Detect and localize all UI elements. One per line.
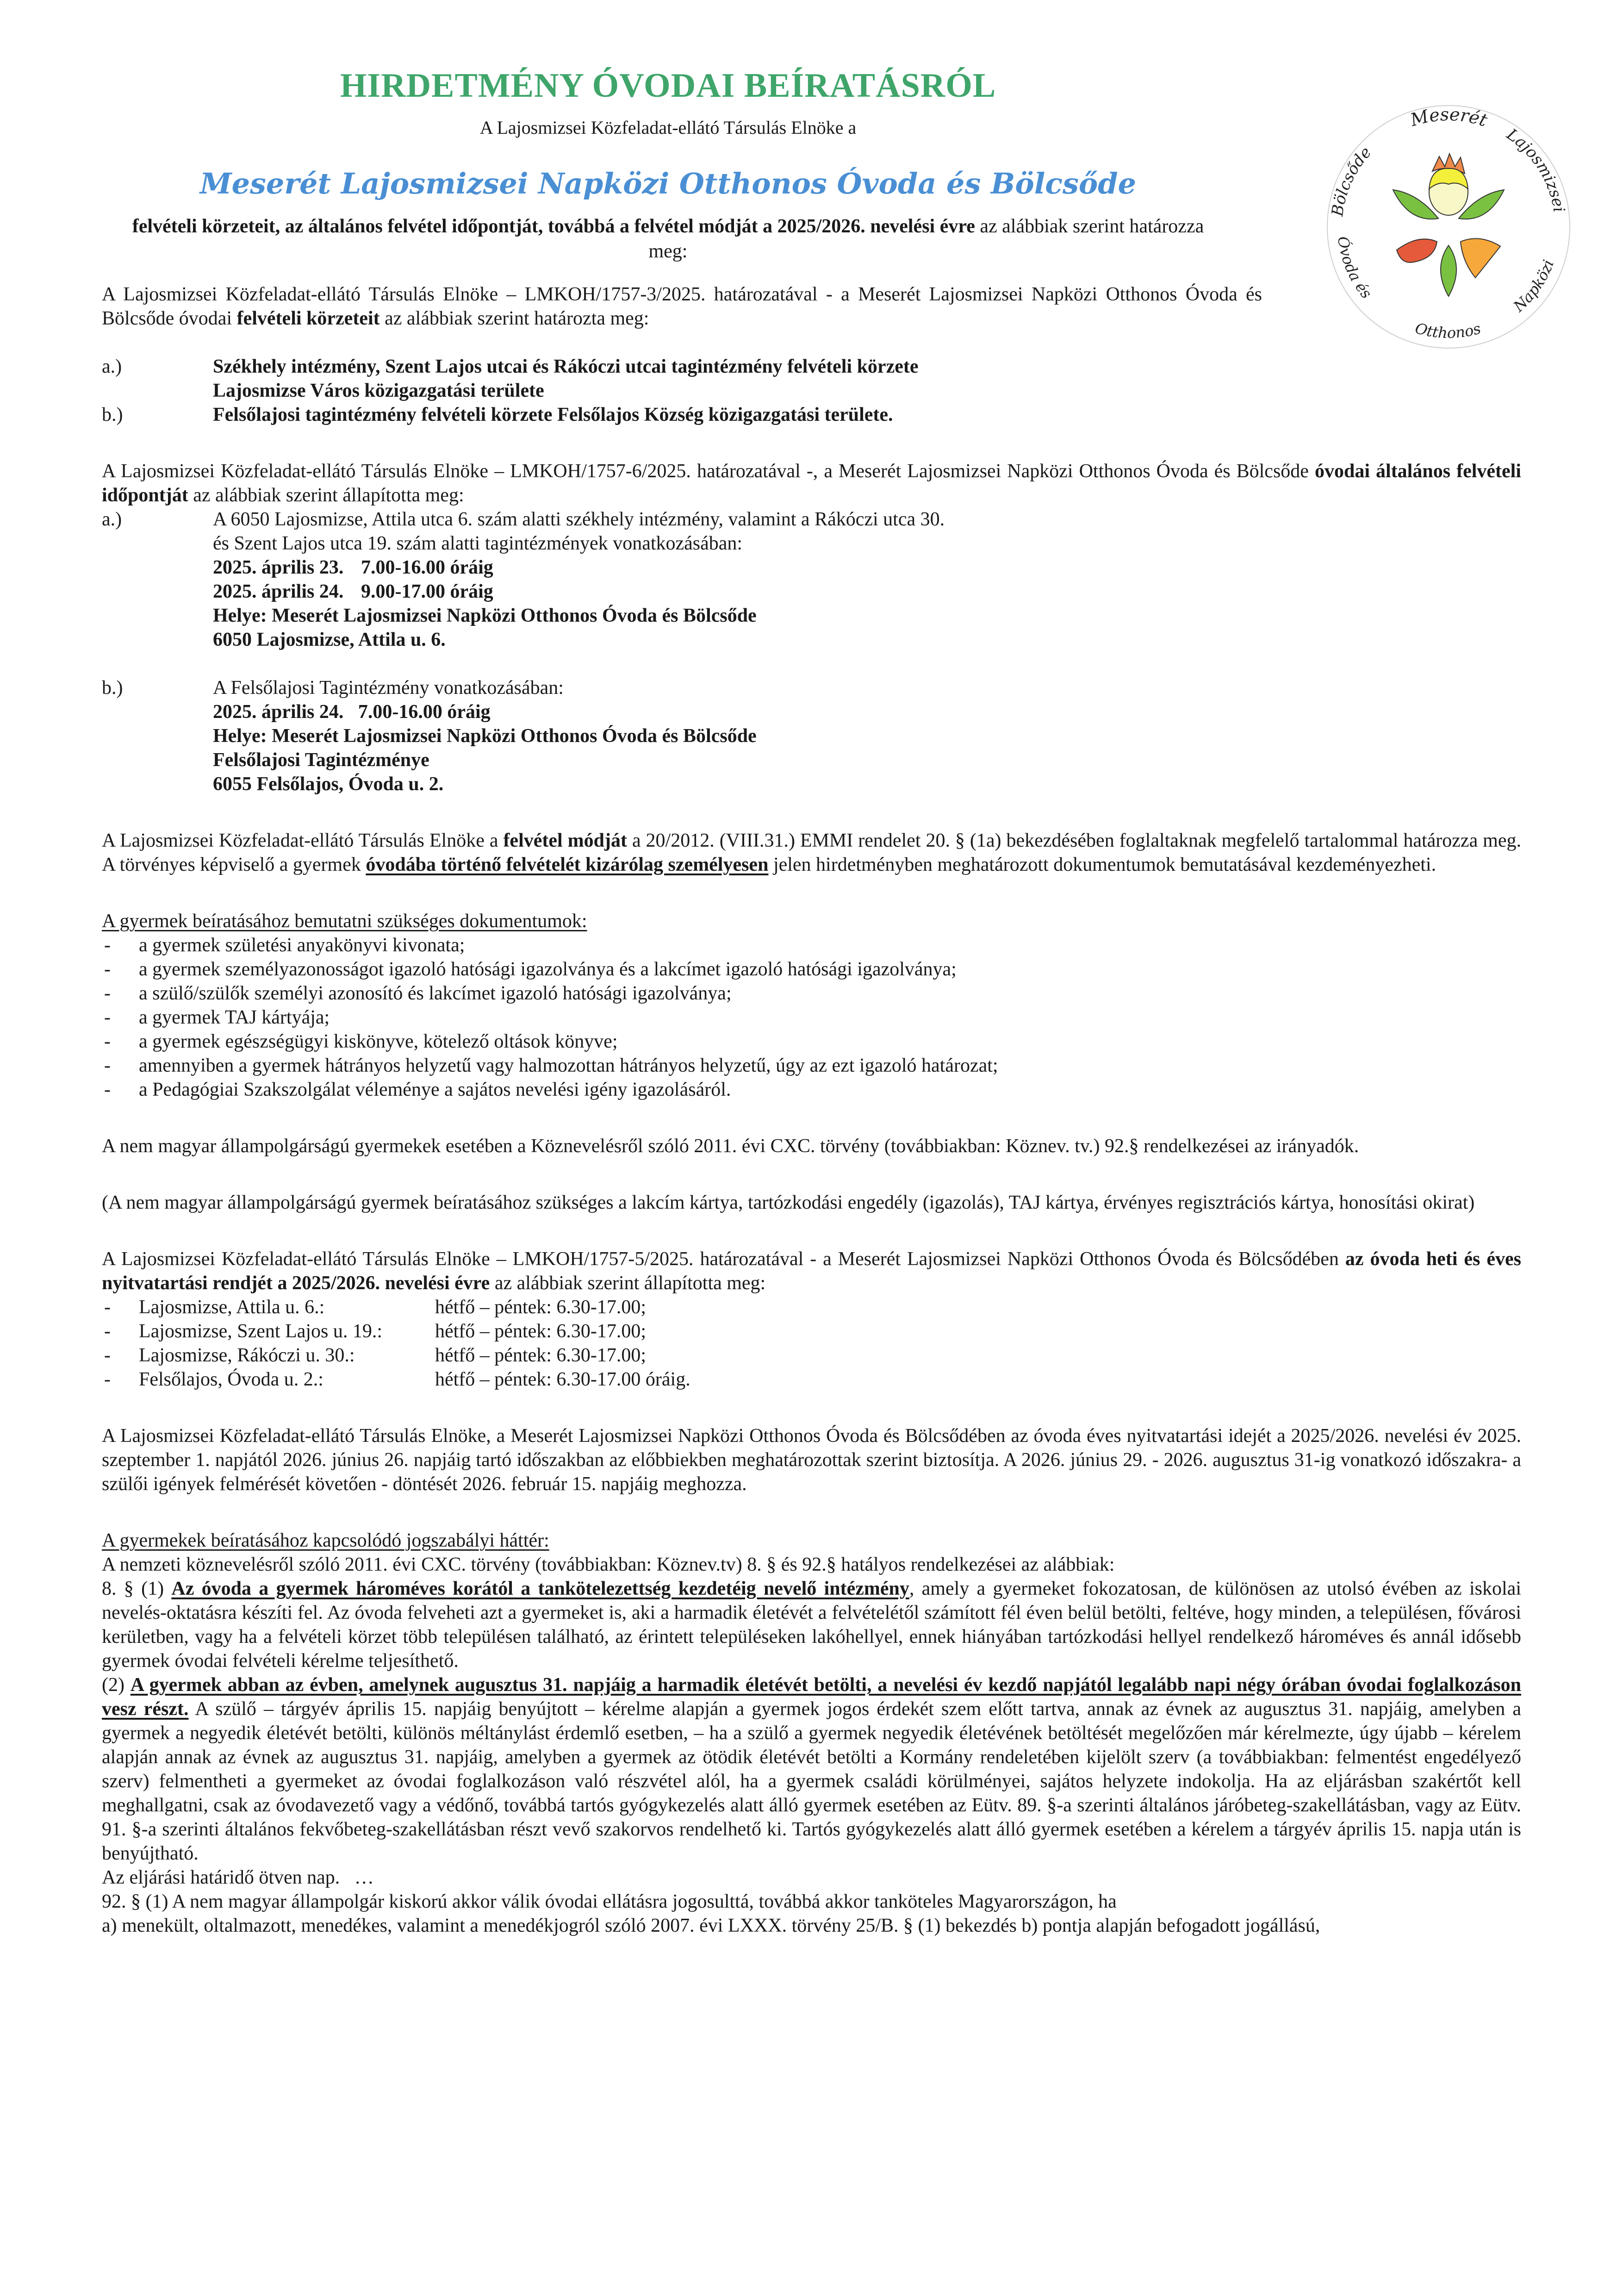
school-name: Meserét Lajosmizsei Napközi Otthonos Óvoda és Bölcsőde [199, 167, 1137, 200]
document-item [102, 1054, 1521, 1078]
intro-text [130, 214, 1206, 264]
hours-item [102, 1367, 1521, 1391]
legal-section-92: 92. § (1) A nem magyar állampolgár kiskorú akkor válik óvodai ellátásra jogosulttá, továbbá akkor tanköteles Magyarországon, ha [102, 1891, 1117, 1912]
list-dash-icon: - [104, 959, 111, 980]
dates-b-slot: 2025. április 24. 7.00-16.00 óráig [213, 701, 491, 723]
slot-time: 9.00-17.00 óráig [361, 581, 493, 602]
hours-item [102, 1319, 1521, 1343]
document-item-text: a gyermek születési anyakönyvi kivonata; [139, 935, 465, 956]
districts-intro-rest: az alábbiak szerint határozta meg: [379, 308, 649, 329]
dates-a-place-2: 6050 Lajosmizse, Attila u. 6. [213, 629, 446, 650]
document-item-text: a Pedagógiai Szakszolgálat véleménye a sajátos nevelési igény igazolásáról. [139, 1079, 731, 1100]
logo-text-left-bottom: Óvoda és [1334, 235, 1375, 302]
list-dash-icon: - [104, 1079, 111, 1100]
dates-a-slot-2 [213, 580, 1521, 604]
s2-rest: A szülő – tárgyév április 15. napjáig benyújtott – kérelme alapján a gyermek jogos érdekét szem előtt tartva, annak az évnek az augusztus 31. napjáig, amelyben a gyermek a negyedik életévét betölti, különös méltánylást érdemlő esetben, – ha a szülő a gyermek negyedik életévének betöltését megelőzően már kérelmezte, úgy újabb – kérelem alapján annak az évnek az augusztus 31. napjáig, amelyben a gyermek az ötödik életévét betölti a Kormány rendeletében kijelölt szerv (a továbbiakban: felmentést engedélyező szerv) felmentheti a gyermeket az óvodai foglalkozáson való részvétel alól, ha a gyermek családi körülményei, sajátos helyzete indokolja. Ha az eljárásban szakértőt kell meghallgatni, csak az óvodavezető vagy a védőnő, továbbá tartós gyógykezelés alatt álló gyermek esetében az Eütv. 89. §-a szerinti általános járóbeteg-szakellátásban, vagy az Eütv. 91. §-a szerinti általános fekvőbeteg-szakellátásban részt vevő szakorvos rendelhető ki. Tartós gyógykezelés alatt álló gyermek esetében a kérelem a tárgyév április 15. napja után is benyújtható. [102, 1698, 1521, 1864]
list-dash-icon: - [104, 1031, 111, 1052]
document-item-text: a gyermek TAJ kártyája; [139, 1007, 330, 1028]
dates-a-place-1: Helye: Meserét Lajosmizsei Napközi Otthonos Óvoda és Bölcsőde [213, 605, 757, 626]
dates-a-line1: A 6050 Lajosmizse, Attila utca 6. szám alatti székhely intézmény, valamint a Rákóczi utca 30. [213, 509, 945, 530]
list-dash-icon: - [104, 1007, 111, 1028]
dates-b-place-3: 6055 Felsőlajos, Óvoda u. 2. [213, 774, 444, 795]
hours-intro-bold: az óvoda heti és éves nyitvatartási rendjét a 2025/2026. nevelési évre [102, 1248, 1521, 1294]
district-b-label: b.) [102, 404, 123, 425]
document-item [102, 981, 1521, 1005]
hours-intro [102, 1247, 1521, 1295]
dates-intro-text: A Lajosmizsei Közfeladat-ellátó Társulás Elnöke – LMKOH/1757-6/2025. határozatával -, a Meserét Lajosmizsei Napközi Otthonos Óvoda és Bölcsőde [102, 461, 1315, 482]
documents-heading-text: A gyermek beíratásához bemutatni szükséges dokumentumok: [102, 911, 587, 932]
legal-heading [102, 1529, 1521, 1553]
hours-place: Lajosmizse, Szent Lajos u. 19.: [139, 1321, 383, 1342]
dates-a-line2: és Szent Lajos utca 19. szám alatti tagintézmények vonatkozásában: [213, 533, 743, 554]
list-dash-icon: - [104, 983, 111, 1004]
hours-value: hétfő – péntek: 6.30-17.00; [435, 1345, 647, 1366]
dates-b-line1: A Felsőlajosi Tagintézmény vonatkozásában: [213, 677, 564, 699]
list-dash-icon: - [104, 1297, 111, 1318]
district-item-a-line1: Székhely intézmény, Szent Lajos utcai és Rákóczi utcai tagintézmény felvételi körzete [213, 356, 919, 377]
document-item [102, 1029, 1521, 1054]
districts-intro [102, 282, 1262, 331]
slot-date: 2025. április 24. [213, 581, 344, 602]
dates-a [102, 507, 1521, 652]
logo-text-right-bottom: Napközi [1510, 257, 1558, 316]
intro-bold: felvételi körzeteit, az általános felvétel időpontját, továbbá a felvétel módját a 2025/2026. nevelési évre [132, 216, 975, 237]
hours-place: Lajosmizse, Rákóczi u. 30.: [139, 1345, 355, 1366]
page-title: HIRDETMÉNY ÓVODAI BEÍRATÁSRÓL [340, 67, 996, 105]
method-text-3: jelen hirdetményben meghatározott dokumentumok bemutatásával kezdeményezheti. [768, 854, 1436, 875]
document-item-text: a gyermek személyazonosságot igazoló hatósági igazolványa és a lakcímet igazoló hatósági igazolványa; [139, 959, 957, 980]
document-item-text: a gyermek egészségügyi kiskönyve, kötelező oltások könyve; [139, 1031, 618, 1052]
dates-intro [102, 459, 1521, 507]
dates-a-label: a.) [102, 509, 122, 530]
s2-bold-underlined: A gyermek abban az évben, amelynek augusztus 31. napjáig a harmadik életévét betölti, a nevelési év kezdő napjától legalább napi négy órában óvodai foglalkozáson vesz részt. [102, 1674, 1521, 1720]
method-text-2: a 20/2012. (VIII.31.) EMMI rendelet 20. § (1a) bekezdésében foglaltaknak megfelelő tartalommal határozza meg. A törvényes képviselő a gyermek [102, 830, 1521, 875]
legal-section-8-2 [102, 1673, 1521, 1866]
district-a-label: a.) [102, 356, 122, 377]
annual-paragraph: A Lajosmizsei Közfeladat-ellátó Társulás Elnöke, a Meserét Lajosmizsei Napközi Otthonos Óvoda és Bölcsődében az óvoda éves nyitvatartási idejét a 2025/2026. nevelési év 2025. szeptember 1. napjától 2026. június 26. napjáig tartó időszakban az előbbiekben meghatározottak szerint biztosítja. A 2026. június 29. - 2026. augusztus 31-ig vonatkozó időszakra- a szülői igények felmérését követően - döntését 2026. február 15. napjáig meghozza. [102, 1425, 1521, 1495]
document-item [102, 957, 1521, 981]
districts-intro-text: A Lajosmizsei Közfeladat-ellátó Társulás Elnöke – LMKOH/1757-3/2025. határozatával - a Meserét Lajosmizsei Napközi Otthonos Óvoda és Bölcsőde óvodai [102, 284, 1262, 329]
hours-item [102, 1343, 1521, 1367]
header [102, 65, 1521, 264]
list-dash-icon: - [104, 1345, 111, 1366]
method-bold-underlined: óvodába történő felvételét kizárólag személyesen [366, 854, 769, 875]
logo-text-bottom: Otthonos [1413, 319, 1483, 342]
list-dash-icon: - [104, 1321, 111, 1342]
dates-a-slot-1 [213, 555, 1521, 580]
districts-intro-bold: felvételi körzeteit [236, 308, 380, 329]
dates-intro-rest: az alábbiak szerint állapította meg: [188, 485, 464, 506]
dates-b-label: b.) [102, 677, 123, 699]
district-item-b-line1: Felsőlajosi tagintézmény felvételi körzete Felsőlajos Község közigazgatási területe. [213, 404, 893, 425]
document-item [102, 933, 1521, 957]
dates-b [102, 676, 1521, 796]
district-item-a-line2: Lajosmizse Város közigazgatási területe [213, 380, 544, 401]
district-item-a [102, 355, 1521, 403]
hours-place: Lajosmizse, Attila u. 6.: [139, 1297, 325, 1318]
hours-item [102, 1295, 1521, 1319]
logo-text-right: Lajosmizsei [1503, 125, 1568, 214]
list-dash-icon: - [104, 1369, 111, 1390]
documents-heading [102, 909, 1521, 933]
documents-list [102, 933, 1521, 1102]
s2-prefix: (2) [102, 1674, 131, 1696]
slot-time: 7.00-16.00 óráig [361, 557, 493, 578]
logo-text-left: Bölcsőde [1328, 143, 1375, 218]
document-item-text: a szülő/szülők személyi azonosító és lakcímet igazoló hatósági igazolványa; [139, 983, 732, 1004]
document-item [102, 1005, 1521, 1029]
s8-bold-underlined: Az óvoda a gyermek hároméves korától a tankötelezettség kezdetéig nevelő intézmény [171, 1578, 909, 1599]
dates-b-place-1: Helye: Meserét Lajosmizsei Napközi Otthonos Óvoda és Bölcsőde [213, 725, 757, 747]
dates-intro-bold: óvodai általános felvételi időpontját [102, 461, 1521, 506]
hours-list [102, 1295, 1521, 1391]
intro-rest: az alábbiak szerint határozza meg: [648, 216, 1204, 262]
hours-intro-rest: az alábbiak szerint állapította meg: [490, 1273, 766, 1294]
issuer-line: A Lajosmizsei Közfeladat-ellátó Társulás Elnöke a [479, 117, 857, 138]
list-dash-icon: - [104, 1055, 111, 1076]
hours-place: Felsőlajos, Óvoda u. 2.: [139, 1369, 323, 1390]
legal-heading-text: A gyermekek beíratásához kapcsolódó jogszabályi háttér: [102, 1530, 549, 1551]
slot-date: 2025. április 23. [213, 557, 344, 578]
hours-value: hétfő – péntek: 6.30-17.00; [435, 1297, 647, 1318]
s8-prefix: 8. § (1) [102, 1578, 172, 1599]
hours-intro-text: A Lajosmizsei Közfeladat-ellátó Társulás Elnöke – LMKOH/1757-5/2025. határozatával - a Meserét Lajosmizsei Napközi Otthonos Óvoda és Bölcsődében [102, 1248, 1345, 1270]
dates-b-place-2: Felsőlajosi Tagintézménye [213, 749, 429, 771]
hours-value: hétfő – péntek: 6.30-17.00; [435, 1321, 647, 1342]
method-paragraph [102, 829, 1521, 877]
foreign-paragraph-2: (A nem magyar állampolgárságú gyermek beíratásához szükséges a lakcím kártya, tartózkodási engedély (igazolás), TAJ kártya, érvényes regisztrációs kártya, honosítási okirat) [102, 1192, 1475, 1213]
document-item [102, 1078, 1521, 1102]
hours-value: hétfő – péntek: 6.30-17.00 óráig. [435, 1369, 690, 1390]
legal-deadline: Az eljárási határidő ötven nap. … [102, 1867, 374, 1888]
legal-section-92-a: a) menekült, oltalmazott, menedékes, valamint a menedékjogról szóló 2007. évi LXXX. törvény 25/B. § (1) bekezdés b) pontja alapján befogadott jogállású, [102, 1915, 1320, 1936]
legal-section-8-1 [102, 1577, 1521, 1673]
foreign-paragraph-1: A nem magyar állampolgárságú gyermekek esetében a Köznevelésről szóló 2011. évi CXC. törvény (továbbiakban: Köznev. tv.) 92.§ rendelkezései az irányadók. [102, 1136, 1359, 1157]
method-bold: felvétel módját [503, 830, 627, 851]
district-item-b [102, 403, 1521, 427]
logo-text-top: Meserét [1408, 104, 1490, 131]
legal-intro: A nemzeti köznevelésről szóló 2011. évi CXC. törvény (továbbiakban: Köznev.tv) 8. § és 92.§ hatályos rendelkezései az alábbiak: [102, 1554, 1115, 1575]
list-dash-icon: - [104, 935, 111, 956]
s8-rest: , amely a gyermeket fokozatosan, de különösen az utolsó évében az iskolai nevelés-oktatásra készíti fel. Az óvoda felveheti azt a gyermeket is, aki a harmadik életévét a felvételétől számított fél éven belül betölti, feltéve, hogy minden, a településen, fővárosi kerületben, vagy ha a felvételi körzet több településen található, az érintett településeken lakóhellyel, ennek hiányában tartózkodási hellyel rendelkező hároméves és annál idősebb gyermek óvodai felvételi kérelme teljesíthető. [102, 1578, 1521, 1672]
document-item-text: amennyiben a gyermek hátrányos helyzetű vagy halmozottan hátrányos helyzetű, úgy az ezt igazoló határozat; [139, 1055, 998, 1076]
method-text-1: A Lajosmizsei Közfeladat-ellátó Társulás Elnöke a [102, 830, 504, 851]
